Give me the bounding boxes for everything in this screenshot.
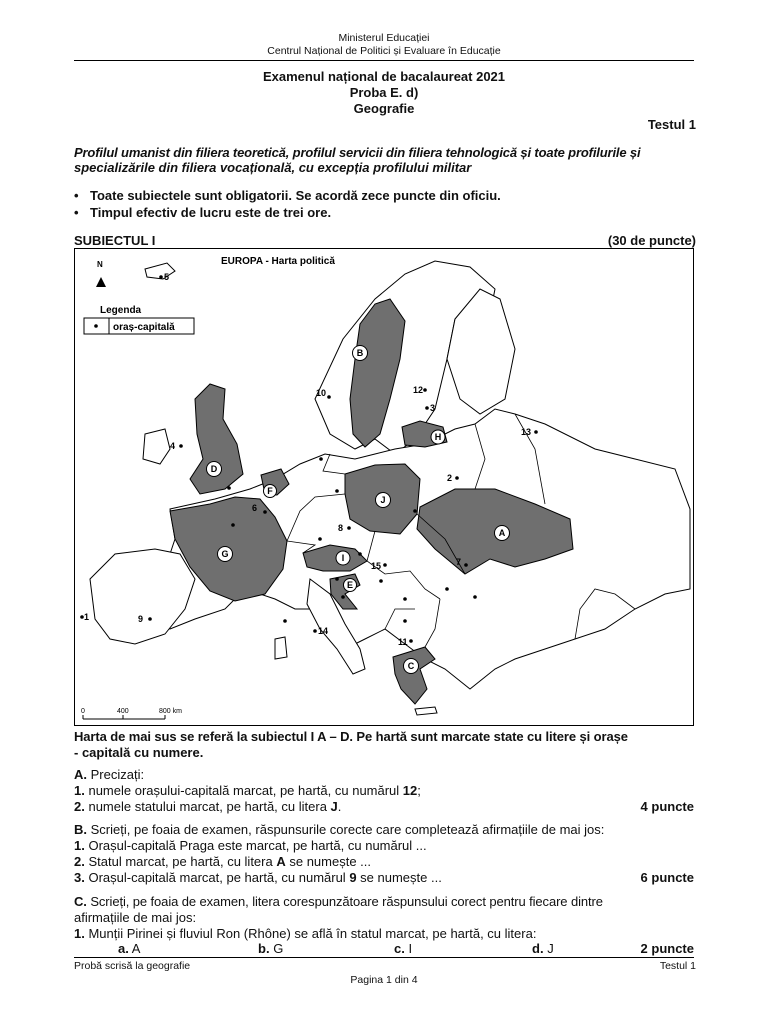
profile-line-2: specializările din filiera vocațională, cu excepția profilului militar [74, 160, 472, 175]
footer-rule [74, 957, 694, 958]
footer-right: Testul 1 [659, 960, 696, 972]
state-d-shape [190, 384, 243, 494]
city-label-9: 9 [138, 614, 144, 624]
svg-text:C: C [407, 661, 415, 671]
svg-text:I: I [341, 553, 345, 563]
city-label-11: 11 [398, 637, 408, 647]
part-a-points: 4 puncte [640, 799, 694, 814]
state-label-b [353, 346, 368, 361]
ireland-shape [143, 429, 170, 464]
svg-text:800 km: 800 km [159, 708, 182, 715]
part-b-lead: B. Scrieți, pe foaia de examen, răspunsurile corecte care completează afirmațiile de mai jos: [74, 822, 605, 837]
subject-label: Geografie [353, 101, 415, 116]
city-label-15: 15 [371, 561, 382, 571]
iberia-shape [90, 549, 195, 644]
part-b-item-1: 1. Orașul-capitală Praga este marcat, pe hartă, cu numărul ... [74, 838, 427, 853]
part-b-points: 6 puncte [640, 870, 694, 885]
city-label-2: 2 [447, 473, 453, 483]
part-a-item-1: 1. numele orașului-capitală marcat, pe hartă, cu numărul 12; [74, 783, 421, 798]
legend-title: Legenda [100, 305, 142, 316]
north-arrow-icon [96, 260, 106, 287]
bullet-1: • Toate subiectele sunt obligatorii. Se acordă zece puncte din oficiu. [74, 188, 501, 203]
europe-political-map [74, 248, 694, 726]
svg-text:F: F [267, 486, 273, 496]
city-label-3: 3 [430, 403, 436, 413]
state-label-j [376, 493, 391, 508]
footer-left: Probă scrisă la geografie [74, 960, 191, 972]
header-rule [74, 60, 694, 61]
part-a-item-2: 2. numele statului marcat, pe hartă, cu litera J. 4 puncte [74, 799, 694, 814]
part-c-lead-2: afirmațiile de mai jos: [74, 910, 197, 925]
profile-line-1: Profilul umanist din filiera teoretică, profilul servicii din filiera tehnologică și toate profilurile și [74, 145, 641, 160]
part-c-points: 2 puncte [640, 941, 694, 956]
svg-text:B: B [356, 348, 364, 358]
scale-bar [81, 708, 182, 719]
option-d: d. J [532, 941, 554, 956]
part-a-lead: A. Precizați: [74, 767, 145, 782]
part-c-lead-1: C. Scrieți, pe foaia de examen, litera corespunzătoare răspunsului corect pentru fiecare dintre [74, 894, 603, 909]
option-c: c. I [394, 941, 413, 956]
state-c-shape [393, 647, 435, 704]
exam-title: Examenul național de bacalaureat 2021 [262, 69, 506, 84]
svg-text:A: A [498, 528, 506, 538]
state-label-e [344, 579, 357, 592]
state-label-d [207, 462, 222, 477]
svg-text:E: E [346, 580, 354, 590]
intro-line-2: - capitală cu numere. [74, 745, 204, 760]
state-label-g [218, 547, 233, 562]
sardinia-shape [275, 637, 287, 659]
svg-text:N: N [97, 260, 103, 269]
bullet-2: • Timpul efectiv de lucru este de trei ore. [74, 205, 332, 220]
map-title: EUROPA - Harta politică [221, 256, 335, 267]
svg-text:J: J [380, 495, 386, 505]
state-label-h [431, 430, 445, 444]
city-label-8: 8 [338, 523, 344, 533]
state-label-i [336, 551, 350, 565]
legend-item: oraș-capitală [113, 322, 175, 333]
center-name: Centrul Național de Politici și Evaluare în Educație [267, 45, 501, 57]
city-label-14: 14 [318, 626, 329, 636]
option-b: b. G [258, 941, 284, 956]
option-a: a. A [118, 941, 141, 956]
crete-shape [415, 707, 437, 715]
city-label-6: 6 [252, 503, 258, 513]
state-label-c [404, 659, 419, 674]
svg-text:0: 0 [81, 708, 85, 715]
svg-text:H: H [434, 432, 442, 442]
section-title: SUBIECTUL I [74, 233, 156, 248]
ministry-name: Ministerul Educației [338, 32, 430, 44]
test-label: Testul 1 [647, 117, 696, 132]
svg-text:400: 400 [117, 708, 129, 715]
part-c-item-1: 1. Munții Pirinei și fluviul Ron (Rhône) se află în statul marcat, pe hartă, cu litera: [74, 926, 537, 941]
state-label-a [495, 526, 510, 541]
intro-line-1: Harta de mai sus se referă la subiectul I A – D. Pe hartă sunt marcate state cu litere și orașe [74, 729, 628, 744]
city-label-12: 12 [413, 385, 424, 395]
state-label-f [264, 485, 277, 498]
section-points: (30 de puncte) [607, 233, 696, 248]
city-label-4: 4 [170, 441, 176, 451]
city-label-1: 1 [84, 612, 90, 622]
proba-label: Proba E. d) [349, 85, 419, 100]
city-label-7: 7 [456, 557, 462, 567]
part-b-item-3: 3. Orașul-capitală marcat, pe hartă, cu numărul 9 se numește ... 6 puncte [74, 870, 694, 885]
city-label-10: 10 [316, 388, 327, 398]
page-number: Pagina 1 din 4 [350, 974, 418, 986]
city-label-5: 5 [164, 272, 170, 282]
city-label-13: 13 [521, 427, 532, 437]
part-b-item-2: 2. Statul marcat, pe hartă, cu litera A se numește ... [74, 854, 371, 869]
map-drawing [75, 249, 694, 726]
svg-text:G: G [221, 549, 229, 559]
legend-dot-icon [94, 324, 98, 328]
svg-text:D: D [210, 464, 218, 474]
